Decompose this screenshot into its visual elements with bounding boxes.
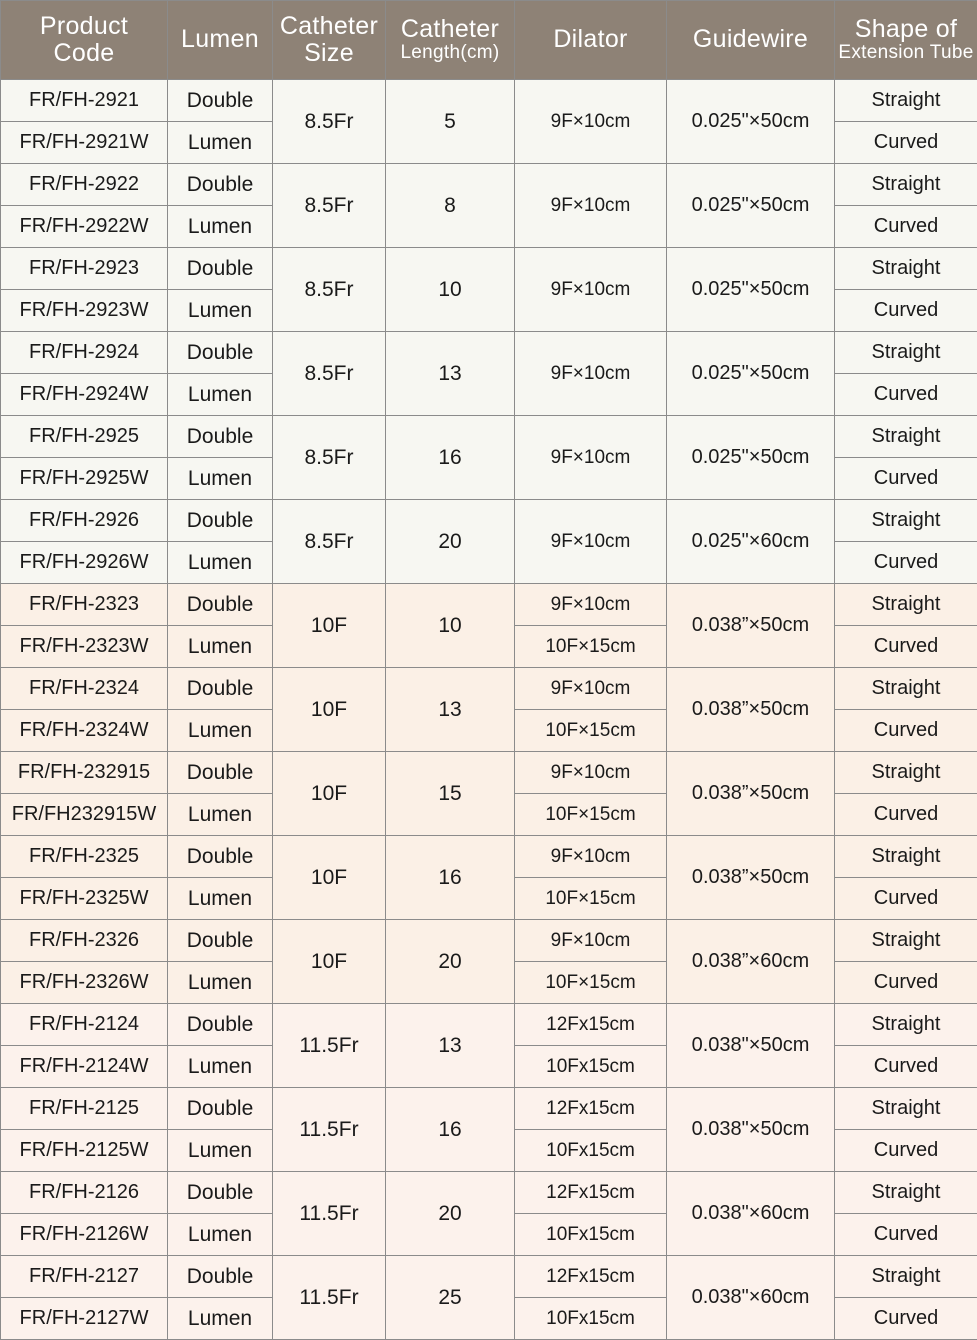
cell-product-code: FR/FH-2326W xyxy=(1,962,168,1004)
cell-catheter-size: 8.5Fr xyxy=(273,500,386,584)
cell-lumen: Double xyxy=(168,668,273,710)
cell-catheter-size: 11.5Fr xyxy=(273,1088,386,1172)
cell-product-code: FR/FH-2323W xyxy=(1,626,168,668)
cell-product-code: FR/FH-2125 xyxy=(1,1088,168,1130)
header-line-2: Length(cm) xyxy=(386,43,514,64)
table-row xyxy=(1,668,977,710)
cell-guidewire: 0.025"×50cm xyxy=(667,80,835,164)
cell-lumen: Lumen xyxy=(168,458,273,500)
header-line-1: Catheter xyxy=(386,16,514,44)
column-header-guidewire xyxy=(667,1,835,80)
cell-catheter-length: 25 xyxy=(386,1256,515,1340)
cell-shape-of-extension-tube: Curved xyxy=(835,122,977,164)
cell-catheter-size: 11.5Fr xyxy=(273,1004,386,1088)
cell-guidewire: 0.025"×60cm xyxy=(667,500,835,584)
cell-guidewire: 0.038”×50cm xyxy=(667,836,835,920)
cell-product-code: FR/FH-2125W xyxy=(1,1130,168,1172)
cell-shape-of-extension-tube: Curved xyxy=(835,962,977,1004)
header-line-1: Catheter xyxy=(273,13,385,41)
cell-shape-of-extension-tube: Curved xyxy=(835,290,977,332)
cell-dilator: 9F×10cm xyxy=(515,332,667,416)
cell-catheter-length: 13 xyxy=(386,332,515,416)
cell-product-code: FR/FH232915W xyxy=(1,794,168,836)
cell-dilator: 9F×10cm xyxy=(515,500,667,584)
cell-catheter-length: 10 xyxy=(386,584,515,668)
column-header-dilator xyxy=(515,1,667,80)
cell-guidewire: 0.025"×50cm xyxy=(667,164,835,248)
header-line-1: Shape of xyxy=(835,16,977,44)
cell-lumen: Lumen xyxy=(168,542,273,584)
cell-catheter-size: 10F xyxy=(273,668,386,752)
cell-shape-of-extension-tube: Curved xyxy=(835,1214,977,1256)
cell-lumen: Lumen xyxy=(168,374,273,416)
cell-shape-of-extension-tube: Straight xyxy=(835,416,977,458)
cell-shape-of-extension-tube: Straight xyxy=(835,836,977,878)
cell-catheter-length: 13 xyxy=(386,668,515,752)
cell-lumen: Double xyxy=(168,584,273,626)
cell-lumen: Double xyxy=(168,1172,273,1214)
cell-catheter-size: 10F xyxy=(273,584,386,668)
cell-dilator: 10F×15cm xyxy=(515,962,667,1004)
cell-dilator: 9F×10cm xyxy=(515,836,667,878)
cell-lumen: Lumen xyxy=(168,1214,273,1256)
table-row xyxy=(1,248,977,290)
cell-catheter-size: 8.5Fr xyxy=(273,332,386,416)
cell-shape-of-extension-tube: Curved xyxy=(835,1298,977,1340)
cell-lumen: Lumen xyxy=(168,1130,273,1172)
cell-shape-of-extension-tube: Curved xyxy=(835,206,977,248)
cell-lumen: Double xyxy=(168,752,273,794)
header-line-2: Extension Tube xyxy=(835,43,977,64)
cell-catheter-length: 15 xyxy=(386,752,515,836)
table-header xyxy=(1,1,977,80)
table-row xyxy=(1,1172,977,1214)
column-header-product-code xyxy=(1,1,168,80)
cell-guidewire: 0.038"×60cm xyxy=(667,1172,835,1256)
cell-catheter-size: 10F xyxy=(273,920,386,1004)
cell-lumen: Double xyxy=(168,1004,273,1046)
cell-shape-of-extension-tube: Curved xyxy=(835,374,977,416)
cell-guidewire: 0.025"×50cm xyxy=(667,248,835,332)
table-row xyxy=(1,920,977,962)
table-row xyxy=(1,584,977,626)
table-row xyxy=(1,500,977,542)
cell-dilator: 12Fx15cm xyxy=(515,1172,667,1214)
cell-dilator: 10Fx15cm xyxy=(515,1046,667,1088)
cell-lumen: Double xyxy=(168,500,273,542)
cell-shape-of-extension-tube: Straight xyxy=(835,668,977,710)
cell-catheter-length: 16 xyxy=(386,1088,515,1172)
cell-catheter-length: 20 xyxy=(386,1172,515,1256)
cell-lumen: Double xyxy=(168,80,273,122)
cell-lumen: Double xyxy=(168,248,273,290)
cell-shape-of-extension-tube: Straight xyxy=(835,920,977,962)
cell-dilator: 9F×10cm xyxy=(515,920,667,962)
cell-product-code: FR/FH-2925 xyxy=(1,416,168,458)
header-line-2: Size xyxy=(273,40,385,68)
cell-shape-of-extension-tube: Straight xyxy=(835,332,977,374)
cell-shape-of-extension-tube: Straight xyxy=(835,752,977,794)
cell-guidewire: 0.038”×50cm xyxy=(667,668,835,752)
cell-shape-of-extension-tube: Straight xyxy=(835,584,977,626)
cell-shape-of-extension-tube: Straight xyxy=(835,164,977,206)
header-row xyxy=(1,1,977,80)
cell-catheter-length: 16 xyxy=(386,836,515,920)
cell-dilator: 9F×10cm xyxy=(515,80,667,164)
cell-product-code: FR/FH-2126W xyxy=(1,1214,168,1256)
cell-product-code: FR/FH-2325 xyxy=(1,836,168,878)
cell-catheter-size: 8.5Fr xyxy=(273,80,386,164)
cell-dilator: 10F×15cm xyxy=(515,710,667,752)
cell-dilator: 9F×10cm xyxy=(515,668,667,710)
cell-guidewire: 0.038"×60cm xyxy=(667,1256,835,1340)
cell-dilator: 10Fx15cm xyxy=(515,1130,667,1172)
cell-lumen: Double xyxy=(168,1088,273,1130)
cell-catheter-length: 13 xyxy=(386,1004,515,1088)
cell-lumen: Lumen xyxy=(168,710,273,752)
cell-guidewire: 0.038"×50cm xyxy=(667,1088,835,1172)
cell-catheter-size: 8.5Fr xyxy=(273,164,386,248)
cell-dilator: 9F×10cm xyxy=(515,164,667,248)
cell-shape-of-extension-tube: Straight xyxy=(835,1172,977,1214)
cell-guidewire: 0.038”×50cm xyxy=(667,752,835,836)
header-line-1: Product xyxy=(1,13,167,41)
cell-catheter-length: 20 xyxy=(386,920,515,1004)
cell-catheter-length: 8 xyxy=(386,164,515,248)
cell-guidewire: 0.038”×50cm xyxy=(667,584,835,668)
column-header-shape-of-extension-tube xyxy=(835,1,977,80)
cell-product-code: FR/FH-232915 xyxy=(1,752,168,794)
cell-product-code: FR/FH-2923 xyxy=(1,248,168,290)
cell-catheter-size: 11.5Fr xyxy=(273,1172,386,1256)
table-row xyxy=(1,332,977,374)
cell-product-code: FR/FH-2922 xyxy=(1,164,168,206)
cell-catheter-length: 10 xyxy=(386,248,515,332)
cell-guidewire: 0.025"×50cm xyxy=(667,416,835,500)
header-line-1: Guidewire xyxy=(667,26,834,54)
table-row xyxy=(1,836,977,878)
cell-shape-of-extension-tube: Curved xyxy=(835,878,977,920)
cell-product-code: FR/FH-2124W xyxy=(1,1046,168,1088)
column-header-catheter-size xyxy=(273,1,386,80)
cell-shape-of-extension-tube: Curved xyxy=(835,710,977,752)
cell-dilator: 9F×10cm xyxy=(515,416,667,500)
cell-lumen: Lumen xyxy=(168,290,273,332)
table-row xyxy=(1,80,977,122)
cell-shape-of-extension-tube: Straight xyxy=(835,1004,977,1046)
cell-catheter-size: 8.5Fr xyxy=(273,248,386,332)
cell-dilator: 12Fx15cm xyxy=(515,1256,667,1298)
table-body xyxy=(1,80,977,1340)
cell-product-code: FR/FH-2926W xyxy=(1,542,168,584)
cell-lumen: Lumen xyxy=(168,962,273,1004)
cell-product-code: FR/FH-2324 xyxy=(1,668,168,710)
cell-product-code: FR/FH-2126 xyxy=(1,1172,168,1214)
cell-shape-of-extension-tube: Straight xyxy=(835,1088,977,1130)
cell-dilator: 12Fx15cm xyxy=(515,1088,667,1130)
table-row xyxy=(1,1004,977,1046)
cell-catheter-length: 5 xyxy=(386,80,515,164)
cell-shape-of-extension-tube: Curved xyxy=(835,626,977,668)
cell-product-code: FR/FH-2924 xyxy=(1,332,168,374)
cell-product-code: FR/FH-2124 xyxy=(1,1004,168,1046)
cell-product-code: FR/FH-2924W xyxy=(1,374,168,416)
cell-shape-of-extension-tube: Curved xyxy=(835,542,977,584)
cell-lumen: Lumen xyxy=(168,206,273,248)
cell-lumen: Lumen xyxy=(168,1046,273,1088)
table-row xyxy=(1,164,977,206)
cell-product-code: FR/FH-2127 xyxy=(1,1256,168,1298)
cell-product-code: FR/FH-2324W xyxy=(1,710,168,752)
cell-product-code: FR/FH-2326 xyxy=(1,920,168,962)
cell-catheter-size: 11.5Fr xyxy=(273,1256,386,1340)
cell-shape-of-extension-tube: Straight xyxy=(835,500,977,542)
cell-shape-of-extension-tube: Curved xyxy=(835,1130,977,1172)
cell-product-code: FR/FH-2921 xyxy=(1,80,168,122)
cell-product-code: FR/FH-2323 xyxy=(1,584,168,626)
cell-lumen: Double xyxy=(168,1256,273,1298)
cell-shape-of-extension-tube: Curved xyxy=(835,1046,977,1088)
cell-lumen: Lumen xyxy=(168,1298,273,1340)
cell-lumen: Double xyxy=(168,920,273,962)
cell-lumen: Double xyxy=(168,836,273,878)
cell-dilator: 10Fx15cm xyxy=(515,1214,667,1256)
cell-guidewire: 0.038"×50cm xyxy=(667,1004,835,1088)
table-row xyxy=(1,1256,977,1298)
cell-lumen: Double xyxy=(168,164,273,206)
cell-dilator: 12Fx15cm xyxy=(515,1004,667,1046)
cell-product-code: FR/FH-2925W xyxy=(1,458,168,500)
cell-product-code: FR/FH-2922W xyxy=(1,206,168,248)
cell-dilator: 9F×10cm xyxy=(515,752,667,794)
column-header-lumen xyxy=(168,1,273,80)
cell-catheter-length: 16 xyxy=(386,416,515,500)
cell-dilator: 9F×10cm xyxy=(515,584,667,626)
cell-shape-of-extension-tube: Straight xyxy=(835,80,977,122)
cell-guidewire: 0.025"×50cm xyxy=(667,332,835,416)
cell-dilator: 9F×10cm xyxy=(515,248,667,332)
cell-product-code: FR/FH-2921W xyxy=(1,122,168,164)
cell-product-code: FR/FH-2127W xyxy=(1,1298,168,1340)
cell-catheter-size: 8.5Fr xyxy=(273,416,386,500)
header-line-2: Code xyxy=(1,40,167,68)
cell-product-code: FR/FH-2923W xyxy=(1,290,168,332)
cell-catheter-size: 10F xyxy=(273,836,386,920)
column-header-catheter-length xyxy=(386,1,515,80)
cell-product-code: FR/FH-2926 xyxy=(1,500,168,542)
cell-dilator: 10F×15cm xyxy=(515,878,667,920)
cell-lumen: Lumen xyxy=(168,122,273,164)
table-row xyxy=(1,416,977,458)
cell-lumen: Double xyxy=(168,416,273,458)
cell-dilator: 10F×15cm xyxy=(515,794,667,836)
cell-shape-of-extension-tube: Straight xyxy=(835,248,977,290)
cell-catheter-length: 20 xyxy=(386,500,515,584)
cell-lumen: Double xyxy=(168,332,273,374)
cell-dilator: 10F×15cm xyxy=(515,626,667,668)
cell-shape-of-extension-tube: Straight xyxy=(835,1256,977,1298)
cell-shape-of-extension-tube: Curved xyxy=(835,458,977,500)
cell-guidewire: 0.038”×60cm xyxy=(667,920,835,1004)
cell-dilator: 10Fx15cm xyxy=(515,1298,667,1340)
header-line-1: Lumen xyxy=(168,26,272,54)
header-line-1: Dilator xyxy=(515,26,666,54)
cell-shape-of-extension-tube: Curved xyxy=(835,794,977,836)
cell-product-code: FR/FH-2325W xyxy=(1,878,168,920)
table-row xyxy=(1,1088,977,1130)
cell-catheter-size: 10F xyxy=(273,752,386,836)
cell-lumen: Lumen xyxy=(168,626,273,668)
cell-lumen: Lumen xyxy=(168,794,273,836)
table-row xyxy=(1,752,977,794)
cell-lumen: Lumen xyxy=(168,878,273,920)
